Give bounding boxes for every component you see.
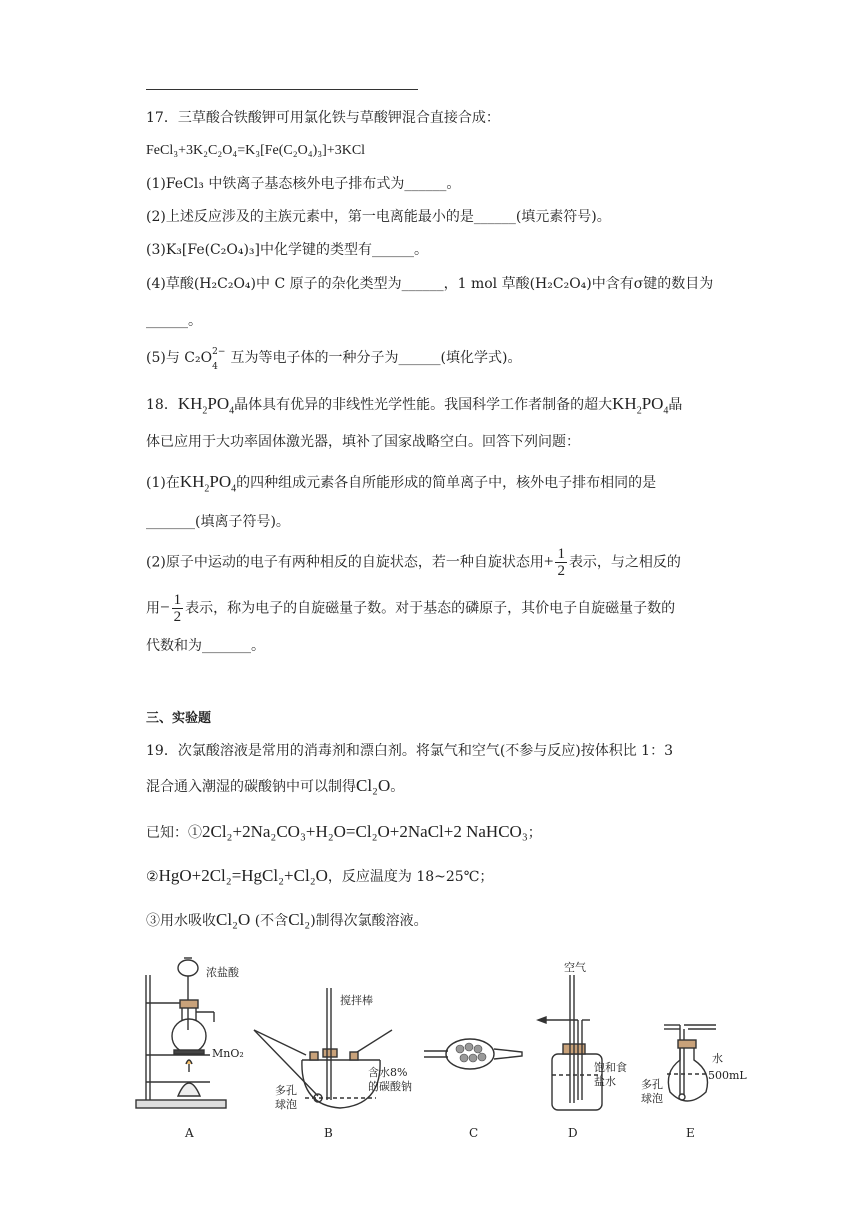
q17-stem: 17．三草酸合铁酸钾可用氯化铁与草酸钾混合直接合成： (146, 110, 500, 126)
q19-known2: ②HgO+2Cl₂=HgCl₂+Cl₂O，反应温度为 18~25℃； (146, 866, 494, 885)
charge-subscript: 4 (212, 362, 218, 372)
q18-part1-line1: (1)在$KH_2PO_4$的四种组成元素各自所能形成的简单离子中，核外电子排布相同的是 (146, 472, 657, 495)
q18-part2-line1: (2)原子中运动的电子有两种相反的自旋状态，若一种自旋状态用+ $\frac{1}{2}$ 表示，与之相反的 (146, 546, 681, 579)
label-porous-bubble: 多孔 球泡 (275, 1084, 297, 1111)
label-b: B (324, 1126, 333, 1140)
charge-superscript: 2− (212, 347, 226, 357)
label-mno2: MnO₂ (212, 1047, 244, 1060)
q17-part4-line2: ______。 (146, 313, 202, 329)
q19-known3: ③用水吸收Cl₂O (不含Cl₂)制得次氯酸溶液。 (146, 910, 428, 929)
section-title: 三、实验题 (146, 711, 212, 726)
label-water-carbonate: 含水8% 的碳酸钠 (368, 1066, 412, 1093)
separator-rule (146, 89, 418, 90)
q18-part2-line3: 代数和为_______。 (146, 638, 265, 654)
q18-line1: 18．$KH_2PO_4$晶体具有优异的非线性光学性能。我国科学工作者制备的超大$KH_2PO_4$晶 (146, 394, 683, 417)
q17-part4-line1: (4)草酸(H₂C₂O₄)中 C 原子的杂化类型为______，1 mol 草酸(H₂C₂O₄)中含有σ键的数目为 (146, 276, 714, 292)
q19-line1: 19．次氯酸溶液是常用的消毒剂和漂白剂。将氯气和空气(不参与反应)按体积比 1：3 (146, 743, 674, 759)
apparatus-c (424, 1039, 522, 1069)
q18-part1-line2: _______(填离子符号)。 (146, 514, 290, 530)
label-brine: 饱和食 盐水 (594, 1061, 627, 1088)
label-c: C (469, 1126, 479, 1140)
q18-line2: 体已应用于大功率固体激光器，填补了国家战略空白。回答下列问题： (146, 434, 580, 450)
kh2po4-formula: $KH_2PO_4$ (612, 394, 669, 417)
apparatus-e (664, 1025, 716, 1101)
label-d: D (568, 1126, 578, 1140)
half-fraction: $\frac{1}{2}$ (173, 592, 182, 625)
q17-part3: (3)K₃[Fe(C₂O₄)₃]中化学键的类型有______。 (146, 242, 429, 258)
label-conc-hcl: 浓盐酸 (206, 966, 239, 979)
label-e: E (686, 1126, 695, 1140)
label-a: A (185, 1126, 194, 1140)
kh2po4-formula: $KH_2PO_4$ (179, 472, 237, 495)
half-fraction: $\frac{1}{2}$ (557, 546, 565, 579)
kh2po4-formula: $KH_2PO_4$ (177, 394, 235, 417)
label-air: 空气 (564, 961, 586, 974)
label-porous-bubble-e: 多孔 球泡 (641, 1078, 663, 1105)
q17-part1: (1)FeCl₃ 中铁离子基态核外电子排布式为______。 (146, 176, 461, 192)
q18-part2-line2: 用− $\frac{1}{2}$ 表示，称为电子的自旋磁量子数。对于基态的磷原子，其价电子自旋磁量子数的 (146, 592, 676, 625)
apparatus-d (538, 975, 602, 1110)
q17-part2: (2)上述反应涉及的主族元素中，第一电离能最小的是______(填元素符号)。 (146, 209, 611, 225)
q19-line2: 混合通入潮湿的碳酸钠中可以制得Cl₂O。 (146, 776, 405, 795)
label-stirrer: 搅拌棒 (340, 994, 373, 1007)
q17-part5: (5)与 C₂O 2− 4 互为等电子体的一种分子为______(填化学式)。 (146, 348, 521, 368)
q19-known1: 已知：①2Cl₂+2Na₂CO₃+H₂O=Cl₂O+2NaCl+2 NaHCO₃； (146, 822, 542, 841)
label-volume: 500mL (708, 1069, 747, 1082)
label-water: 水 (712, 1052, 723, 1065)
q17-equation: FeCl₃+3K₂C₂O₄=K₃[Fe(C₂O₄)₃]+3KCl (146, 143, 366, 158)
